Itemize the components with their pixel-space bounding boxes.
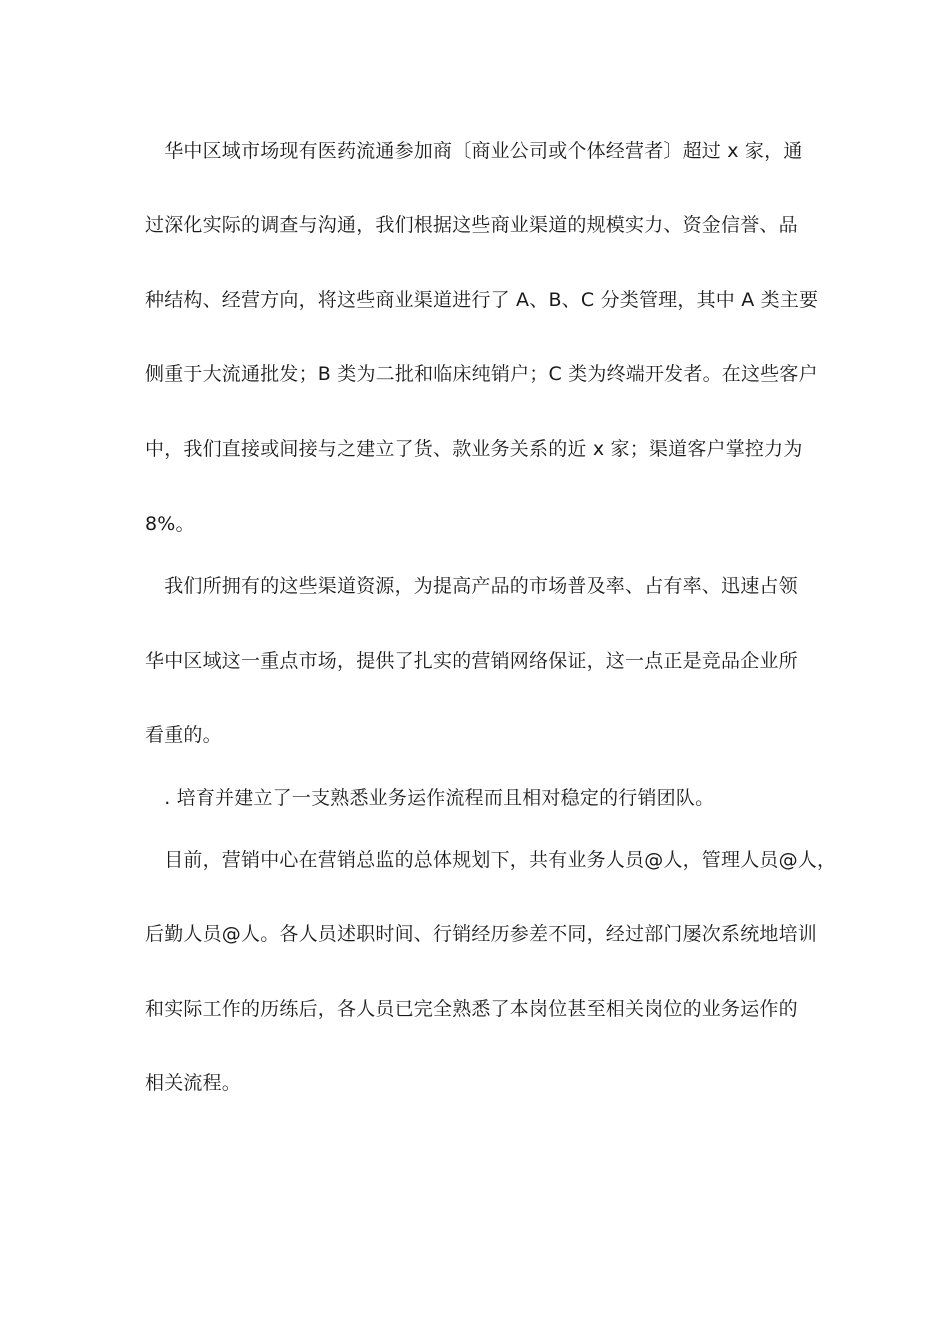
paragraph-3-line-1: 目前，营销中心在营销总监的总体规划下，共有业务人员@人，管理人员@人， <box>145 849 837 871</box>
paragraph-2-line-1: 我们所拥有的这些渠道资源，为提高产品的市场普及率、占有率、迅速占领 <box>145 575 798 597</box>
paragraph-1-line-2: 过深化实际的调查与沟通，我们根据这些商业渠道的规模实力、资金信誉、品 <box>145 214 798 236</box>
section-heading: . 培育并建立了一支熟悉业务运作流程而且相对稳定的行销团队。 <box>145 787 715 809</box>
paragraph-1-line-6: 8%。 <box>145 513 195 535</box>
paragraph-3-line-2: 后勤人员@人。各人员述职时间、行销经历参差不同，经过部门屡次系统地培训 <box>145 923 818 945</box>
paragraph-1-line-4: 侧重于大流通批发；B 类为二批和临床纯销户；C 类为终端开发者。在这些客户 <box>145 363 818 385</box>
paragraph-2-line-2: 华中区域这一重点市场，提供了扎实的营销网络保证，这一点正是竞品企业所 <box>145 650 798 672</box>
paragraph-3-line-3: 和实际工作的历练后，各人员已完全熟悉了本岗位甚至相关岗位的业务运作的 <box>145 998 798 1020</box>
paragraph-3-line-4: 相关流程。 <box>145 1072 242 1094</box>
paragraph-1-line-3: 种结构、经营方向，将这些商业渠道进行了 A、B、C 分类管理，其中 A 类主要 <box>145 289 819 311</box>
paragraph-1-line-5: 中，我们直接或间接与之建立了货、款业务关系的近 x 家；渠道客户掌控力为 <box>145 438 803 460</box>
paragraph-1-line-1: 华中区域市场现有医药流通参加商〔商业公司或个体经营者〕超过 x 家，通 <box>145 140 803 162</box>
paragraph-2-line-3: 看重的。 <box>145 724 222 746</box>
